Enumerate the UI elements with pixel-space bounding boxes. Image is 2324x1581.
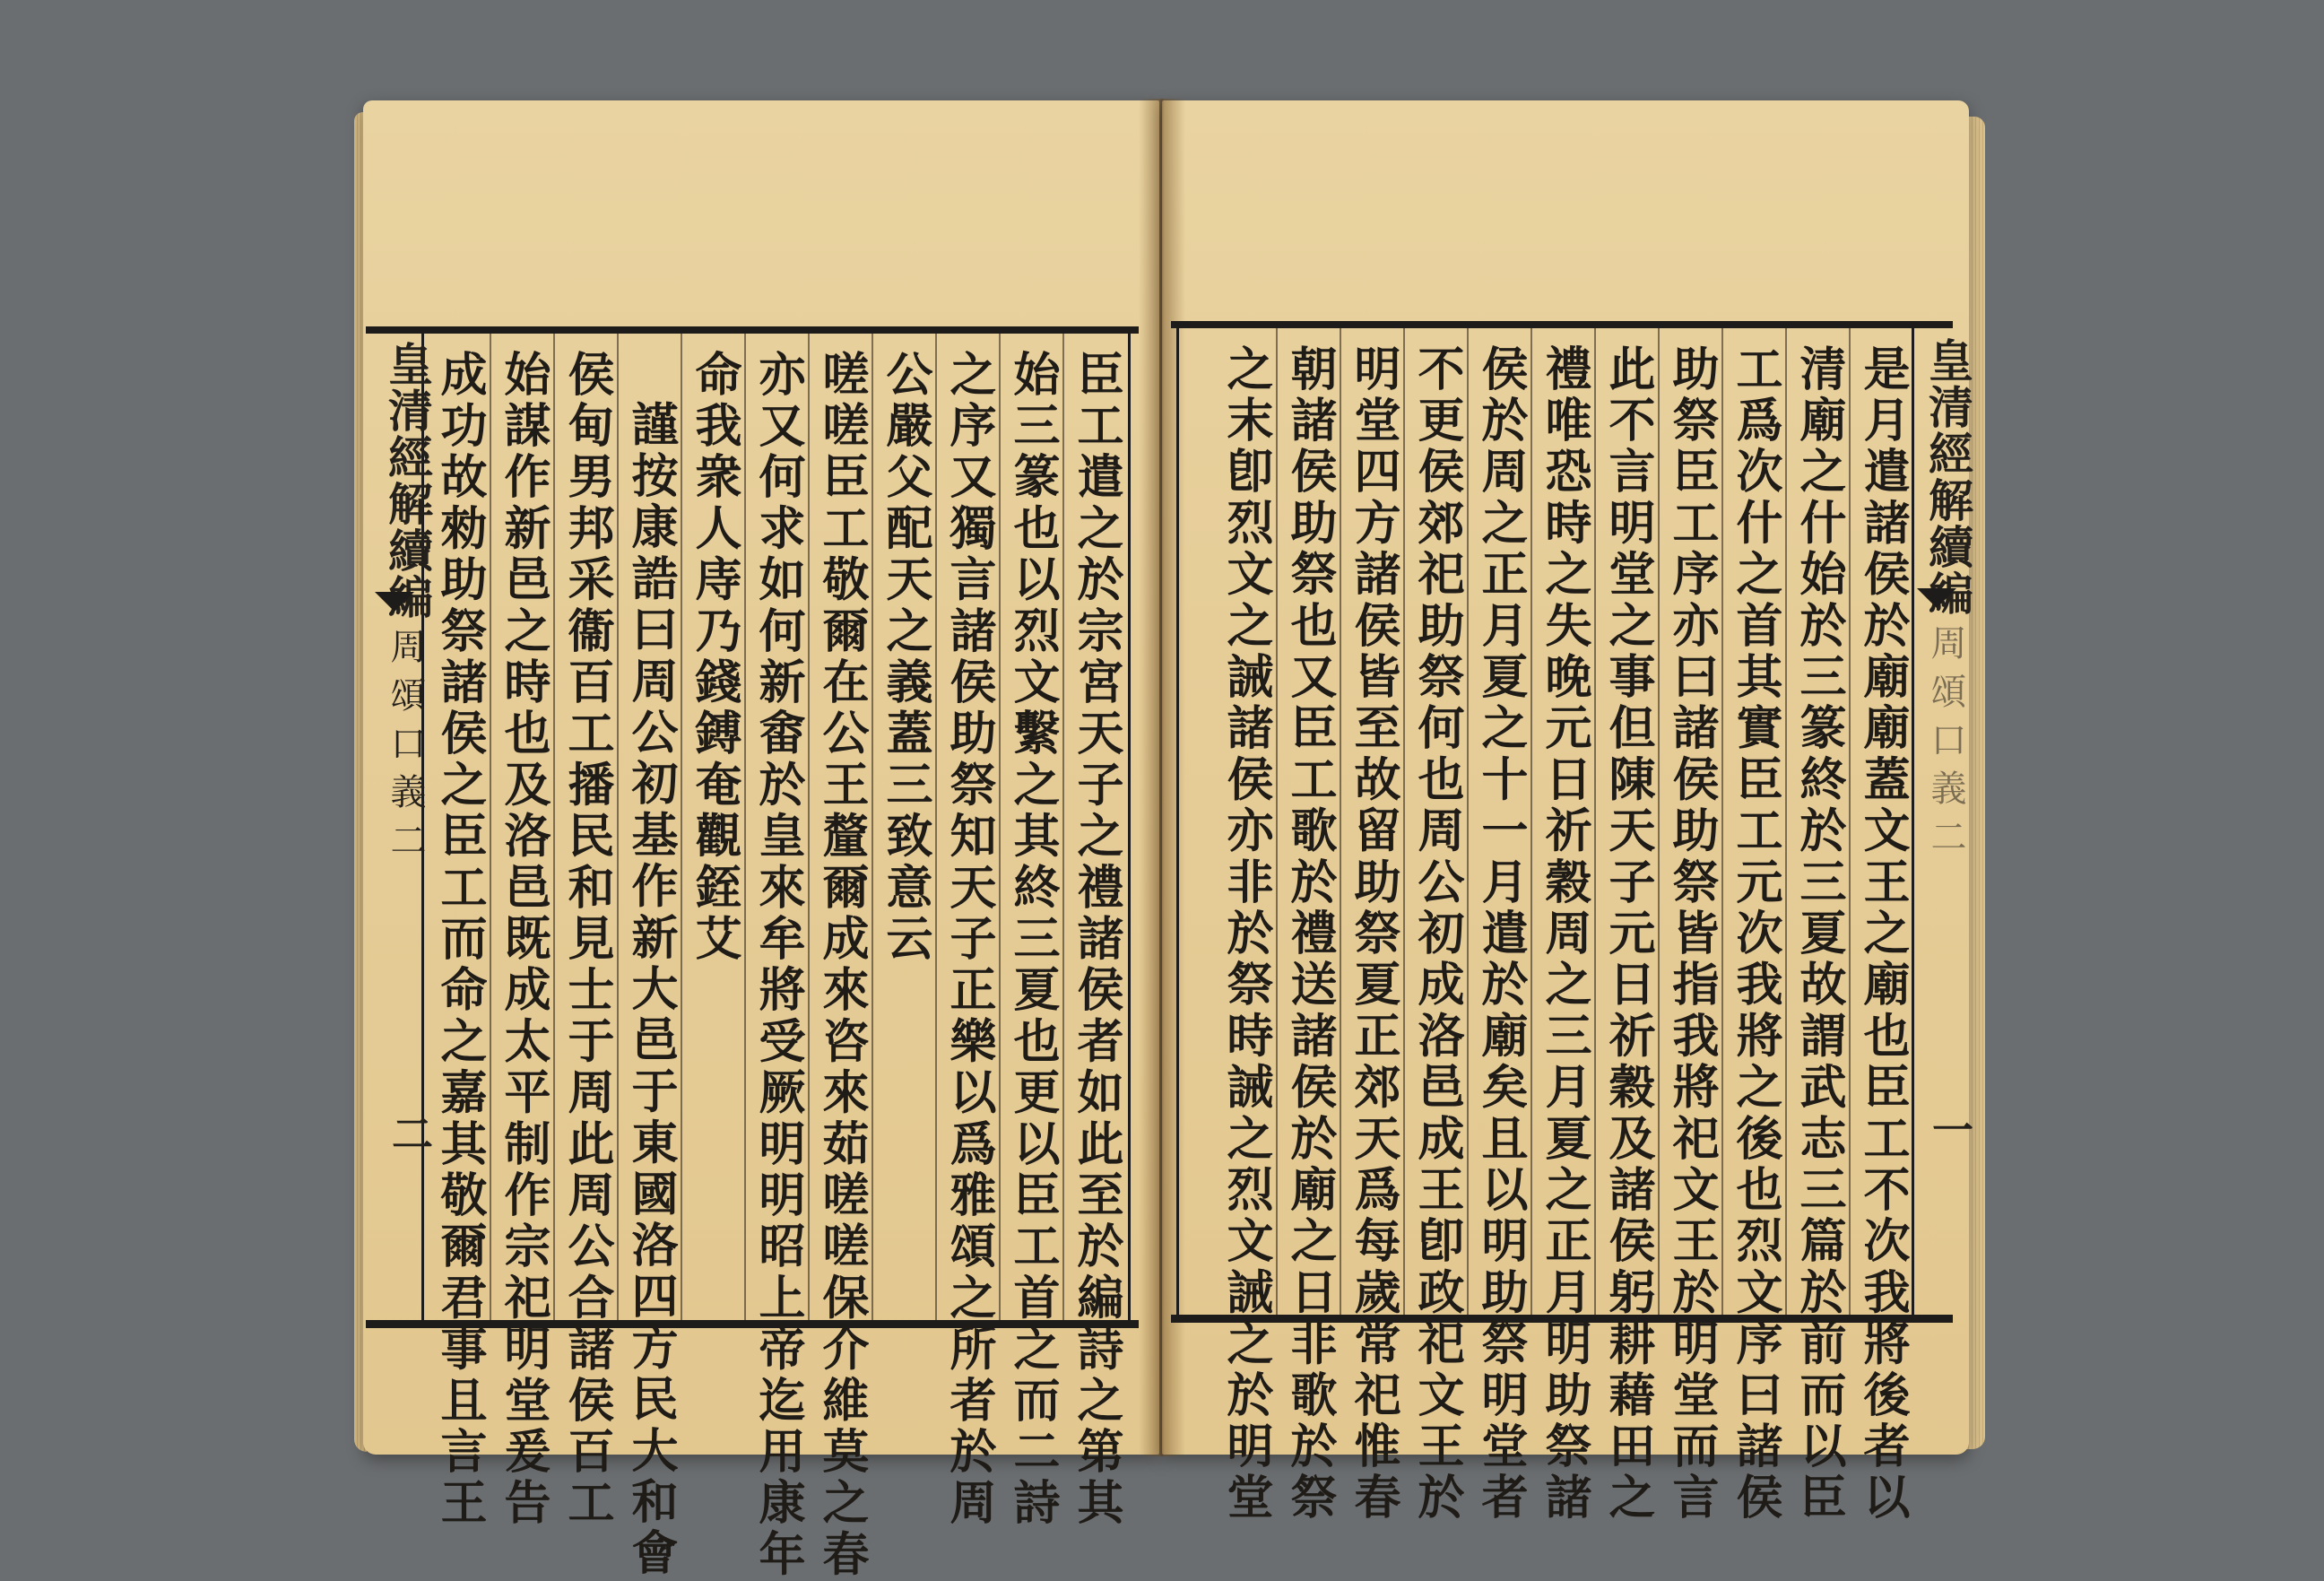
- right-margin-title: 皇清經解續編: [1921, 337, 1974, 617]
- left-text-column: 始三篆也以烈文繫之其終三夏也更以臣工首之而二詩: [1005, 350, 1060, 1530]
- left-column-rule: [617, 334, 619, 1320]
- right-text-column: 朝諸侯助祭也又臣工歌於禮送諸侯於廟之日非歌於祭: [1282, 344, 1337, 1525]
- left-column-rule: [872, 334, 873, 1320]
- left-text-column: 公嚴父配天之義蓋三致意云: [878, 350, 932, 966]
- left-text-column: 亦又何求如何新畬於皇來牟將受厥明明昭上帝迄用康年: [750, 350, 805, 1581]
- right-column-rule: [1276, 328, 1278, 1315]
- left-column-rule: [935, 334, 937, 1320]
- right-text-column: 是月遣諸侯於廟廟蓋文王之廟也臣工不次我將後者以: [1855, 344, 1910, 1525]
- left-fish-tail-mark: [375, 592, 414, 612]
- left-text-column: 侯甸男邦采衞百工播民和見士于周此周公合諸侯百工: [559, 350, 614, 1530]
- left-column-rule: [490, 334, 491, 1320]
- right-margin-rule: [1912, 328, 1914, 1315]
- left-frame-top-rule: [366, 326, 1139, 334]
- right-page-number: 一: [1926, 1108, 1974, 1150]
- left-text-column: 之序又獨言諸侯助祭知天子正樂以爲雅頌之所者於周: [941, 350, 996, 1530]
- right-column-rule: [1340, 328, 1341, 1315]
- right-column-rule: [1403, 328, 1405, 1315]
- right-fish-tail-mark: [1917, 588, 1956, 608]
- right-text-column: 助祭臣工序亦曰諸侯助祭皆指我將祀文王於明堂而言: [1664, 344, 1719, 1525]
- right-text-column: 清廟之什始於三篆終於三夏故謂武志三篇於前而以臣: [1791, 344, 1846, 1525]
- right-text-column: 之末卽烈文之誡諸侯亦非於祭時誡之烈文誡之於明堂: [1218, 344, 1273, 1525]
- right-text-column: 工爲次什之首其實臣工元次我將之後也烈文序曰諸侯: [1728, 344, 1782, 1525]
- left-column-rule: [681, 334, 682, 1320]
- right-margin-section: 周頌口義二: [1925, 624, 1966, 866]
- right-column-rule: [1849, 328, 1851, 1315]
- right-frame-top-rule: [1171, 321, 1953, 328]
- right-column-rule: [1721, 328, 1723, 1315]
- right-column-rule: [1594, 328, 1596, 1315]
- left-margin-section: 周頌口義二: [385, 628, 426, 870]
- left-margin-title: 皇清經解續編: [381, 341, 434, 621]
- right-text-column: 明堂四方諸侯皆至故留助祭夏正郊天爲每歲常祀惟春: [1346, 344, 1400, 1525]
- left-text-column: 臣工遣之於宗宮天子之禮諸侯者如此至於編詩之第其: [1069, 350, 1123, 1530]
- left-text-column: 成功故勑助祭諸侯之臣工而命之嘉其敬爾君事且言王: [432, 350, 487, 1530]
- left-page-number: 二: [386, 1112, 434, 1153]
- right-text-column: 侯於周之正月夏之十一月遣於廟矣且以明助祭明堂者: [1473, 344, 1528, 1525]
- left-column-rule: [808, 334, 810, 1320]
- right-column-rule: [1531, 328, 1532, 1315]
- left-text-column: 嗟嗟臣工敬爾在公王釐爾成來咨來茹嗟嗟保介維莫之春: [814, 350, 869, 1581]
- left-column-rule: [1062, 334, 1064, 1320]
- left-text-column: 命我衆人庤乃錢鎛奄觀銍艾: [687, 350, 741, 966]
- left-column-rule: [999, 334, 1001, 1320]
- right-text-column: 不更侯郊祀助祭何也周公初成洛邑成王卽政祀文王於: [1409, 344, 1464, 1525]
- left-text-column: 始謀作新邑之時也及洛邑既成太平制作宗祀明堂爰告: [496, 350, 551, 1530]
- right-text-column: 禮唯恐時之失晚元日祈穀周之三月夏之正月明助祭諸: [1537, 344, 1591, 1525]
- right-frame-inner-rule: [1176, 328, 1179, 1315]
- left-column-rule: [744, 334, 746, 1320]
- left-frame-inner-rule: [1128, 334, 1131, 1320]
- right-column-rule: [1658, 328, 1660, 1315]
- left-text-column: 謹按康誥曰周公初基作新大邑于東國洛四方民大和會: [623, 400, 678, 1580]
- left-column-rule: [553, 334, 555, 1320]
- right-text-column: 此不言明堂之事但陳天子元日祈穀及諸侯躬耕藉田之: [1600, 344, 1655, 1525]
- right-column-rule: [1785, 328, 1787, 1315]
- right-column-rule: [1467, 328, 1469, 1315]
